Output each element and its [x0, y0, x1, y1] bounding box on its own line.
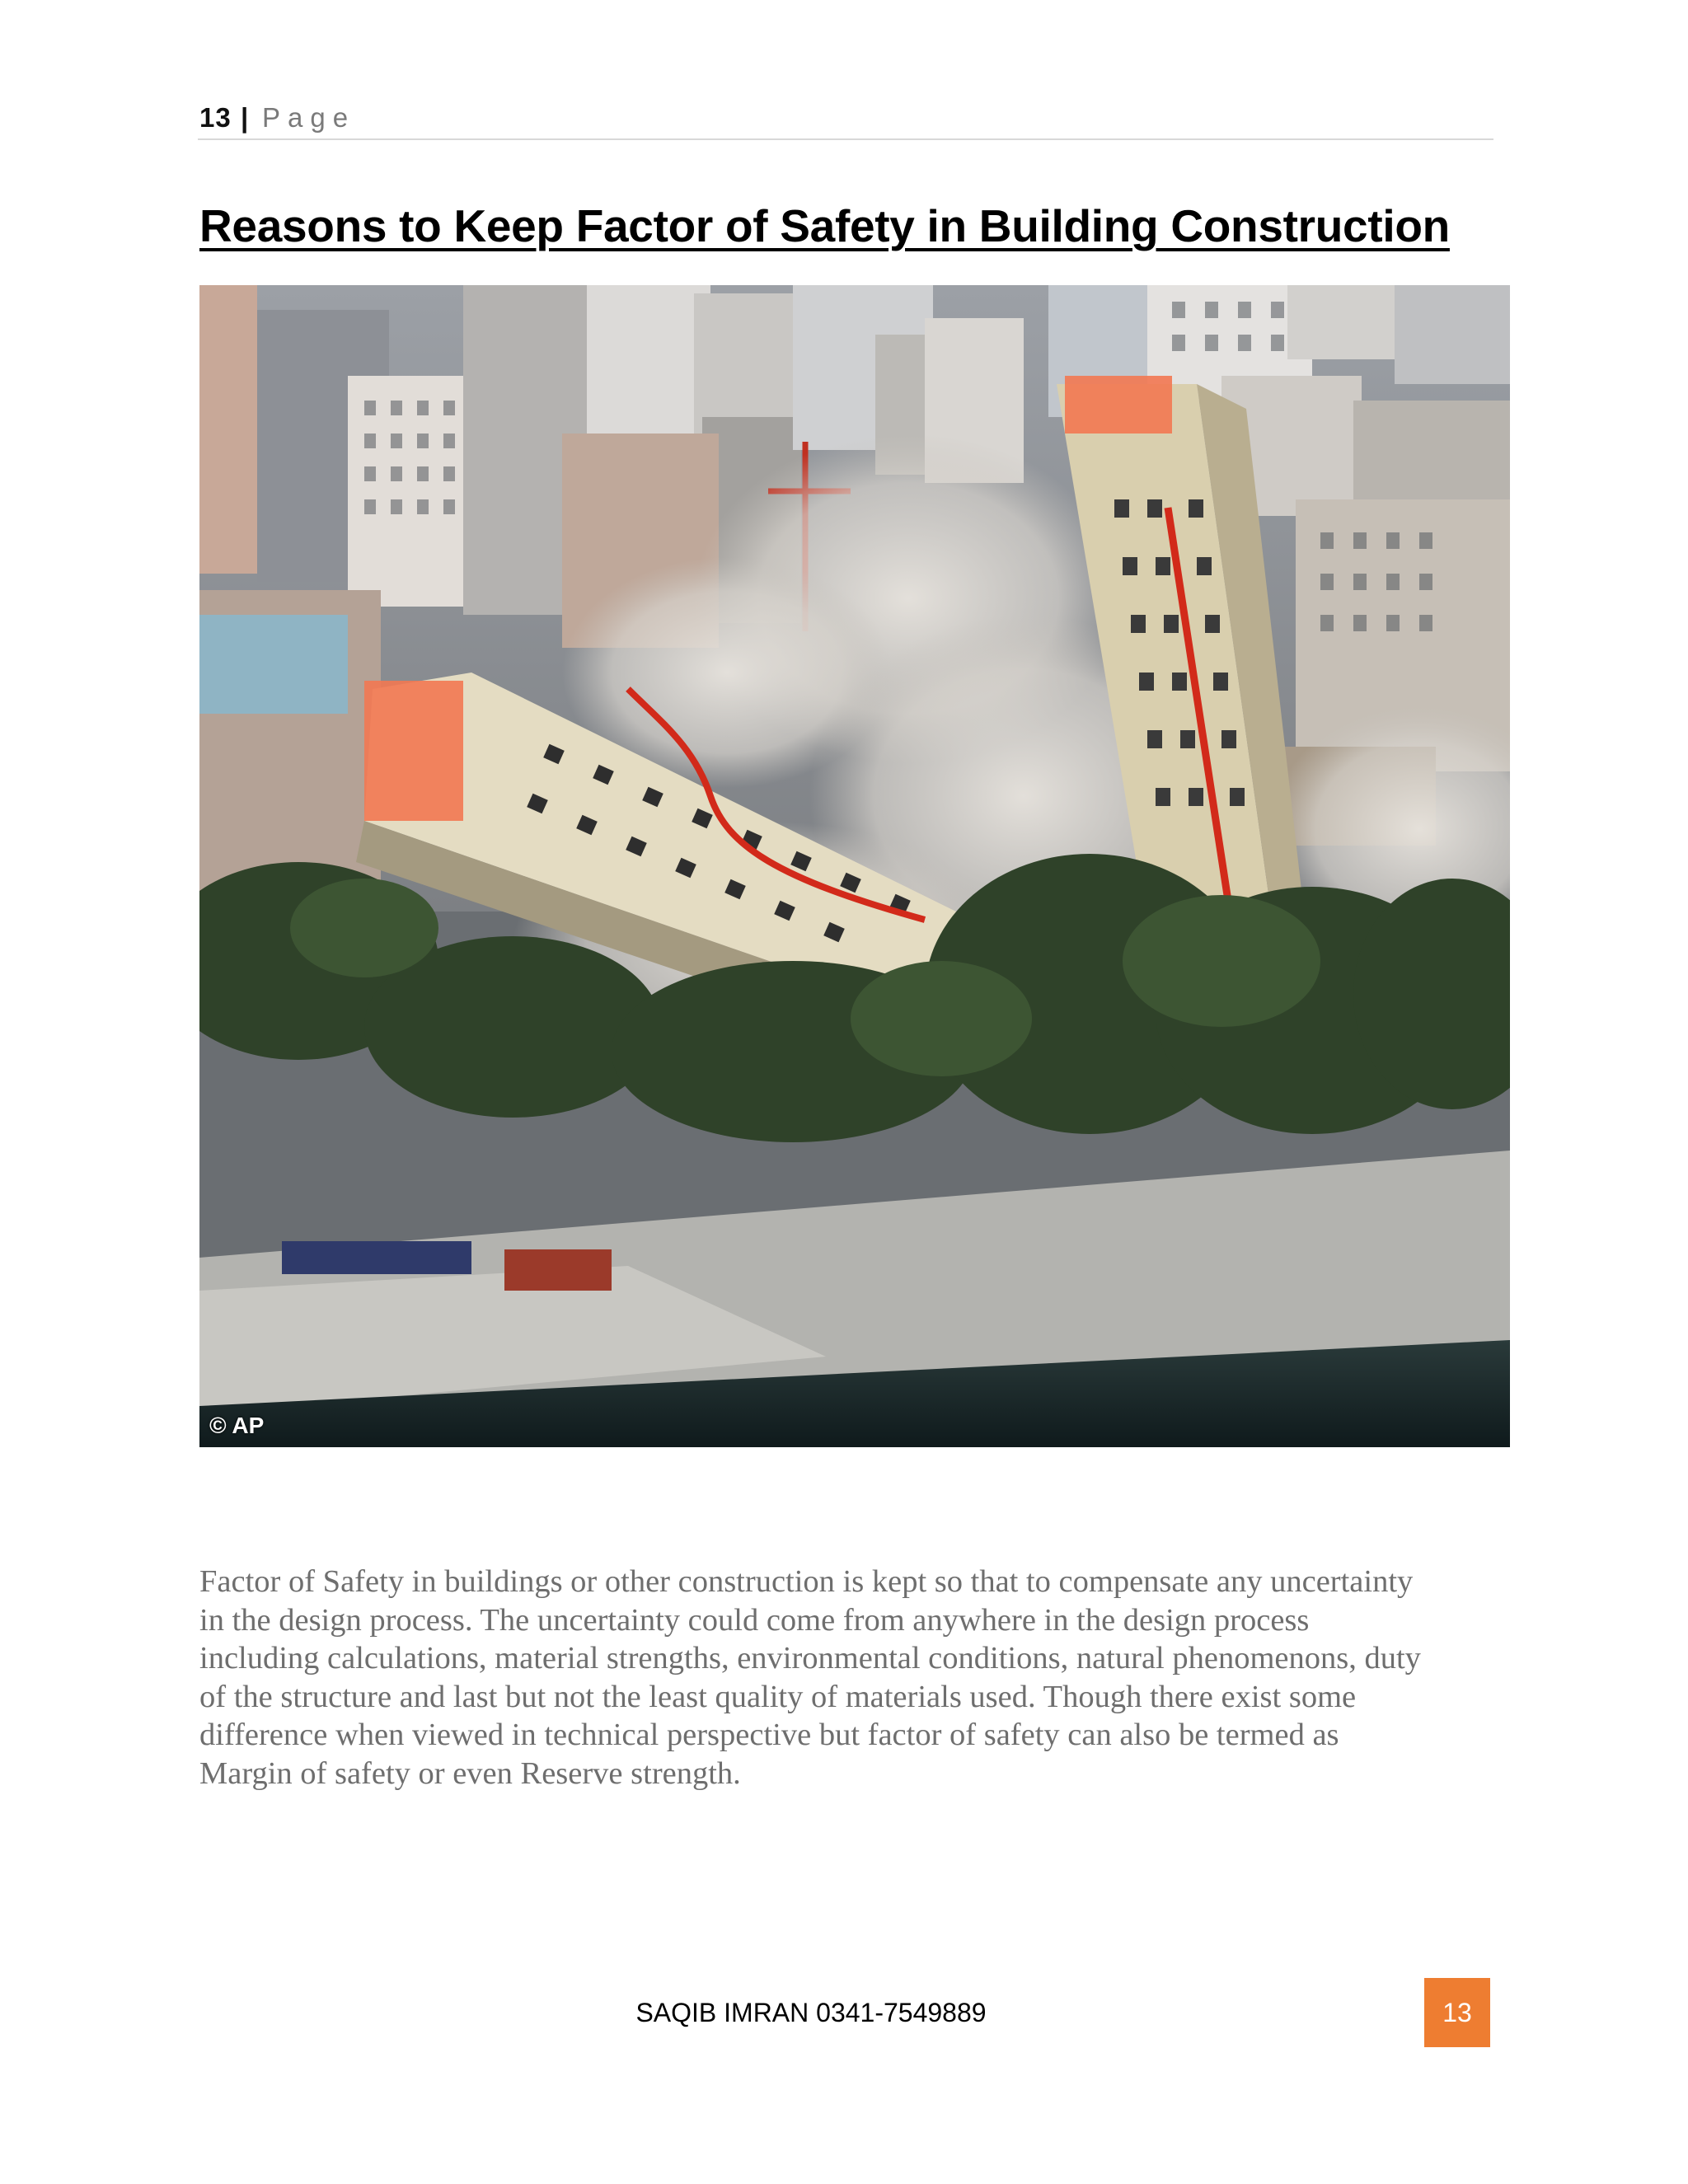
footer-author: SAQIB IMRAN 0341-7549889 [635, 1998, 987, 2027]
container [504, 1249, 612, 1291]
body-line: difference when viewed in technical perspective but factor of safety can also be termed as [199, 1718, 1339, 1752]
body-line: Factor of Safety in buildings or other construction is kept so that to compensate any uncertainty [199, 1564, 1414, 1599]
footer-page-badge: 13 [1424, 1978, 1490, 2047]
body-line: including calculations, material strengths, environmental conditions, natural phenomenons, duty [199, 1641, 1421, 1675]
header-separator: | [241, 102, 249, 133]
body-line: in the design process. The uncertainty could come from anywhere in the design process [199, 1602, 1310, 1638]
header-page-word: Page [262, 102, 356, 133]
body-line: of the structure and last but not the least quality of materials used. Though there exist some [199, 1679, 1357, 1714]
photo-illustration [199, 285, 1510, 1447]
building-collapse-photo [199, 285, 1510, 1447]
body-line: Margin of safety or even Reserve strength. [199, 1755, 741, 1791]
page-title: Reasons to Keep Factor of Safety in Building Construction [199, 200, 1450, 251]
body-paragraph [199, 1563, 1510, 1793]
header-page-number: 13 [199, 102, 232, 133]
photo-credit: © AP [209, 1413, 265, 1438]
tents [282, 1241, 471, 1274]
page-header [198, 97, 1493, 140]
